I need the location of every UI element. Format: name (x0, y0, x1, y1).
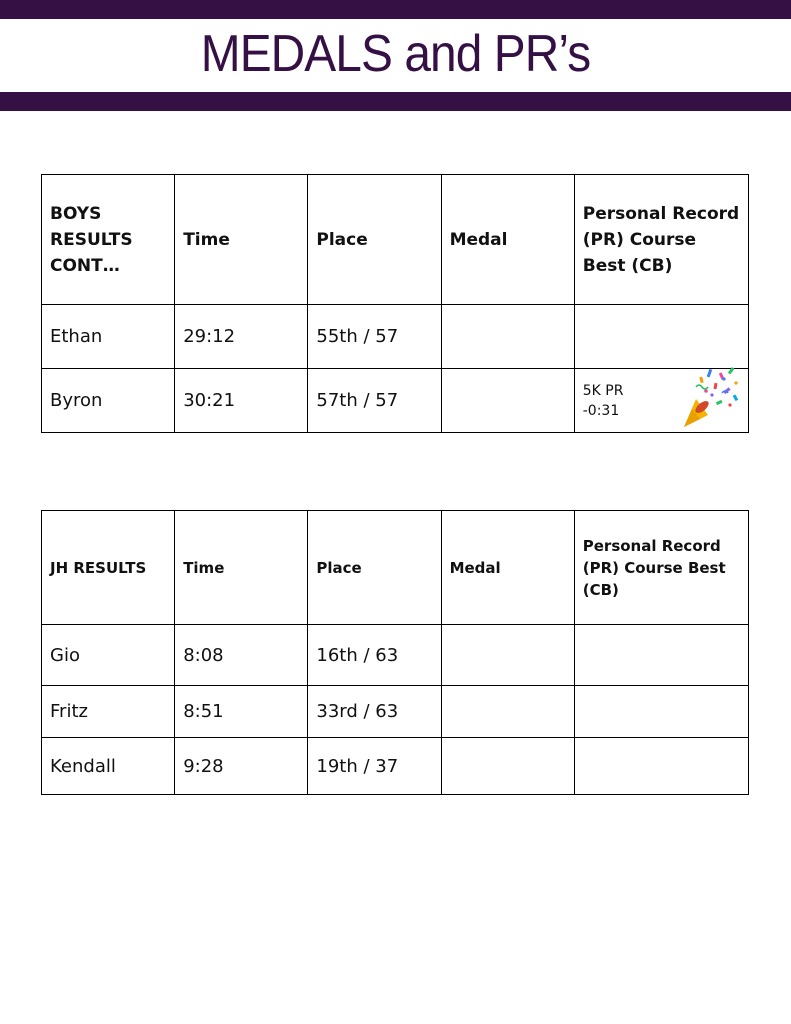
header-group: BOYS RESULTS CONT… (42, 175, 175, 305)
jh-results-table (41, 510, 749, 795)
table-row (42, 738, 749, 795)
runner-medal (441, 625, 574, 686)
runner-pr (574, 305, 748, 369)
runner-name: Ethan (42, 305, 175, 369)
runner-pr (574, 738, 748, 795)
runner-pr (574, 369, 748, 433)
runner-place: 16th / 63 (308, 625, 441, 686)
header-time: Time (175, 175, 308, 305)
runner-time: 8:51 (175, 686, 308, 738)
runner-medal (441, 305, 574, 369)
runner-name: Fritz (42, 686, 175, 738)
table-row (42, 369, 749, 433)
page-title: MEDALS and PR’s (200, 25, 591, 83)
runner-place: 57th / 57 (308, 369, 441, 433)
runner-name: Gio (42, 625, 175, 686)
runner-time: 8:08 (175, 625, 308, 686)
runner-name: Kendall (42, 738, 175, 795)
runner-place: 33rd / 63 (308, 686, 441, 738)
runner-medal (441, 369, 574, 433)
header-medal: Medal (441, 511, 574, 625)
header-group: JH RESULTS (42, 511, 175, 625)
table-header-row (42, 175, 749, 305)
table-row (42, 305, 749, 369)
runner-time: 9:28 (175, 738, 308, 795)
runner-place: 55th / 57 (308, 305, 441, 369)
header-time: Time (175, 511, 308, 625)
party-popper-icon (678, 365, 742, 431)
header-place: Place (308, 175, 441, 305)
runner-pr (574, 686, 748, 738)
pr-line-2: -0:31 (582, 402, 620, 419)
pr-line-1: 5K PR (582, 382, 624, 399)
boys-results-table (41, 174, 749, 433)
header-personal-record: Personal Record (PR) Course Best (CB) (574, 175, 748, 305)
header-place: Place (308, 511, 441, 625)
runner-place: 19th / 37 (308, 738, 441, 795)
runner-medal (441, 686, 574, 738)
header-medal: Medal (441, 175, 574, 305)
runner-time: 29:12 (175, 305, 308, 369)
runner-time: 30:21 (175, 369, 308, 433)
table-row (42, 686, 749, 738)
runner-medal (441, 738, 574, 795)
runner-name: Byron (42, 369, 175, 433)
top-banner-bar (0, 0, 791, 19)
table-header-row (42, 511, 749, 625)
title-underline-bar (0, 92, 791, 111)
table-row (42, 625, 749, 686)
header-personal-record: Personal Record (PR) Course Best (CB) (574, 511, 748, 625)
runner-pr (574, 625, 748, 686)
